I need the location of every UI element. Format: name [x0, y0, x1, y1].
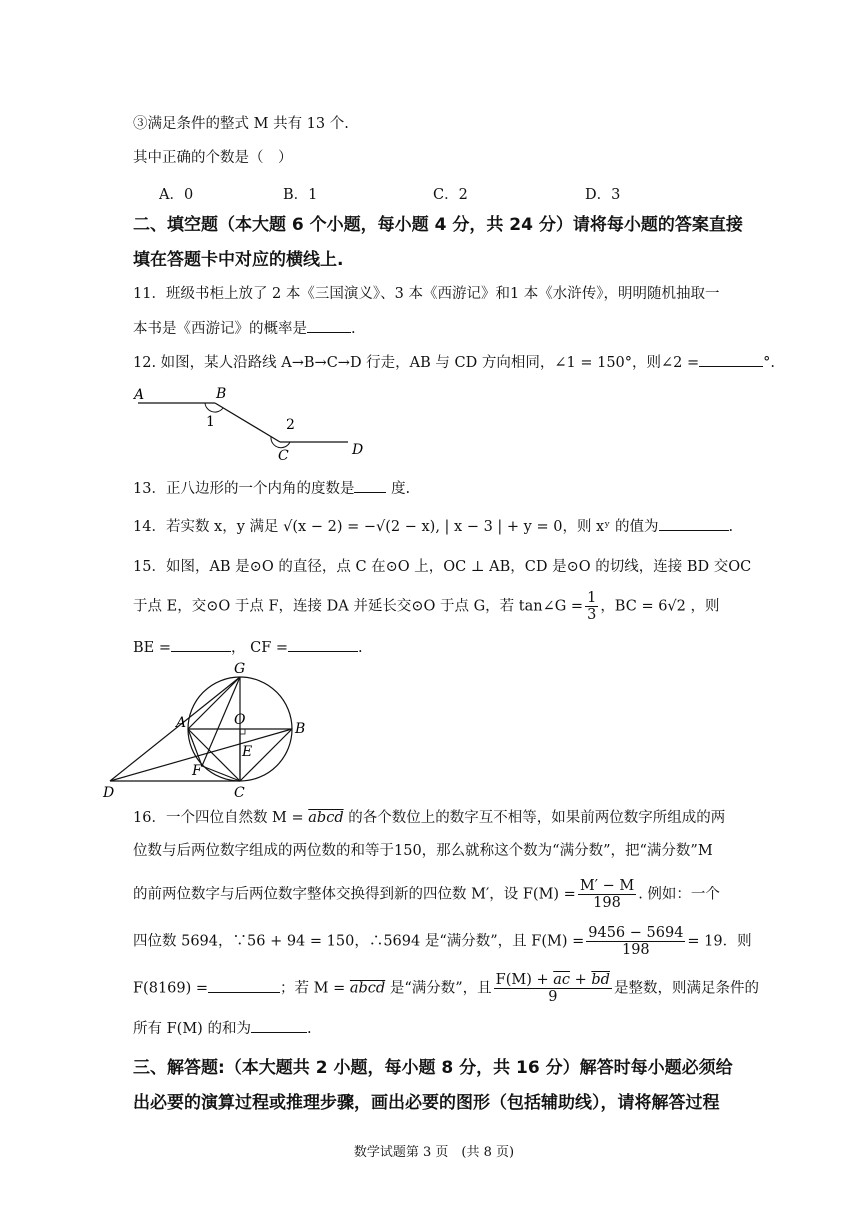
- q15-label-b: B: [295, 721, 306, 737]
- q16-l4-fraction: [586, 925, 685, 958]
- q12-label-a: A: [134, 387, 145, 403]
- q16-sum-blank[interactable]: [251, 1018, 307, 1033]
- q13-line: [133, 478, 410, 499]
- q16-l5-text-c: 是“满分数”，且: [389, 980, 492, 997]
- q15-label-o: O: [234, 712, 246, 728]
- q12-line: [133, 352, 775, 373]
- q15-fraction: [585, 590, 598, 623]
- q16-text-b: 的各个数位上的数字互不相等，如果前两位数字所组成的两: [348, 810, 726, 826]
- q16-f8169-blank[interactable]: [208, 978, 280, 993]
- q14-text-b: ，则 xʸ 的值为: [562, 519, 659, 535]
- q16-abcd-2: abcd: [349, 980, 386, 997]
- q15-frac-num: 1: [587, 590, 597, 606]
- q16-plus: +: [574, 972, 587, 988]
- q15-label-c: C: [234, 785, 245, 801]
- q14-condition: √(x − 2) = −√(2 − x), | x − 3 | + y = 0: [283, 519, 563, 535]
- q15-label-g: G: [234, 661, 246, 677]
- q16-l6-text: 所有 F(M) 的和为: [133, 1021, 251, 1037]
- q12-end: °.: [763, 355, 776, 371]
- q15-text-a: 于点 E，交⊙O 于点 F，连接 DA 并延长交⊙O 于点 G，若 tan∠G =: [133, 598, 584, 615]
- q16-text-a: 16．一个四位自然数 M =: [133, 810, 304, 826]
- q15-label-f: F: [192, 763, 202, 779]
- q15-figure: [100, 660, 330, 800]
- q16-l5-num-a: F(M) +: [495, 972, 549, 988]
- q16-l5-text-b: ；若 M =: [280, 980, 346, 997]
- q16-line3: [133, 878, 720, 911]
- q16-line6: [133, 1018, 312, 1039]
- q16-ac: $\overline{ac}$: [553, 972, 571, 988]
- page-footer: 数学试题第 3 页 (共 8 页): [353, 1145, 515, 1160]
- q11-end: .: [351, 321, 356, 337]
- q14-answer-blank[interactable]: [659, 516, 729, 531]
- q16-l3-num: M′ − M: [579, 878, 635, 894]
- q16-l3-fraction: [578, 878, 636, 911]
- q16-l3-end: . 例如：一个: [638, 886, 720, 903]
- q16-bd: $\overline{bd}$: [591, 972, 610, 988]
- q10-option-a: A．0: [159, 187, 194, 203]
- q10-option-d: D．3: [585, 187, 621, 203]
- q10-item3: ③满足条件的整式 M 共有 13 个.: [133, 116, 349, 132]
- q15-text-b: ，BC = 6√2 ，则: [600, 598, 720, 615]
- q16-abcd: abcd: [308, 810, 344, 826]
- q16-l5-num: [494, 972, 612, 989]
- q15-be: BE =: [133, 640, 171, 656]
- q15-line2: [133, 590, 720, 623]
- q16-l3-text: 的前两位数字与后两位数字整体交换得到新的四位数 M′，设 F(M) =: [133, 886, 576, 903]
- q15-line1: 15．如图，AB 是⊙O 的直径，点 C 在⊙O 上，OC ⊥ AB，CD 是⊙O 的切线，连接 BD 交OC: [133, 559, 752, 575]
- q14-line: [133, 516, 733, 537]
- q11-answer-blank[interactable]: [307, 318, 351, 333]
- q12-label-b: B: [216, 386, 227, 402]
- q16-line5: [133, 972, 759, 1005]
- q12-text: 12. 如图，某人沿路线 A→B→C→D 行走，AB 与 CD 方向相同，∠1 = 150°，则∠2 =: [133, 355, 700, 371]
- q16-line2: 位数与后两位数字组成的两位数的和等于150，那么就称这个数为“满分数”，把“满分数”M: [133, 843, 713, 859]
- q13-text: 13．正八边形的一个内角的度数是: [133, 481, 355, 497]
- section2-heading-line2: 填在答题卡中对应的横线上.: [133, 250, 344, 270]
- q16-l5-fraction: [494, 972, 612, 1005]
- q12-label-1: 1: [206, 414, 215, 430]
- q11-line2: [133, 318, 356, 339]
- q14-end: .: [728, 519, 734, 535]
- q11-line1: 11．班级书柜上放了 2 本《三国演义》、3 本《西游记》和1 本《水浒传》，明明随机抽取一: [133, 286, 720, 302]
- q13-answer-blank[interactable]: [354, 478, 386, 493]
- q10-prompt: 其中正确的个数是（ ）: [133, 150, 293, 166]
- q16-l4-num: 9456 − 5694: [588, 925, 684, 941]
- q11-text: 本书是《西游记》的概率是: [133, 321, 307, 337]
- q16-l5-text-a: F(8169) =: [133, 980, 209, 997]
- q16-l6-end: .: [306, 1021, 312, 1037]
- q15-end: .: [358, 640, 363, 656]
- section3-heading-line2: 出必要的演算过程或推理步骤，画出必要的图形（包括辅助线），请将解答过程: [133, 1093, 720, 1113]
- q16-l5-den: 9: [548, 989, 558, 1005]
- q16-l4-text: 四位数 5694，∵56 + 94 = 150，∴5694 是“满分数”，且 F(M) =: [133, 933, 585, 950]
- q16-l3-den: 198: [593, 895, 621, 911]
- q12-label-c: C: [278, 448, 289, 464]
- q12-label-2: 2: [286, 417, 295, 433]
- q15-cf: ， CF =: [231, 640, 289, 656]
- q12-label-d: D: [352, 442, 364, 458]
- q10-option-c: C．2: [433, 187, 468, 203]
- q16-line1: [133, 808, 725, 828]
- section3-heading-line1: 三、解答题:（本大题共 2 小题，每小题 8 分，共 16 分）解答时每小题必须给: [133, 1058, 733, 1078]
- q14-text: 14．若实数 x，y 满足: [133, 519, 279, 535]
- q16-l5-text-d: 是整数，则满足条件的: [613, 980, 759, 997]
- q15-label-d: D: [103, 785, 115, 801]
- q15-label-e: E: [242, 744, 253, 760]
- q16-line4: [133, 925, 752, 958]
- q12-answer-blank[interactable]: [699, 352, 763, 367]
- q16-l4-den: 198: [621, 942, 650, 958]
- section2-heading-line1: 二、填空题（本大题 6 个小题，每小题 4 分，共 24 分）请将每小题的答案直接: [133, 215, 743, 235]
- q15-be-blank[interactable]: [171, 637, 231, 652]
- q13-end: 度.: [391, 481, 411, 497]
- q15-label-a: A: [176, 715, 187, 731]
- q15-frac-den: 3: [587, 607, 597, 623]
- q15-cf-blank[interactable]: [288, 637, 358, 652]
- q12-figure: [130, 380, 380, 465]
- q16-l4-end: = 19．则: [687, 933, 752, 950]
- q10-option-b: B．1: [283, 187, 318, 203]
- q15-line3: [133, 637, 363, 658]
